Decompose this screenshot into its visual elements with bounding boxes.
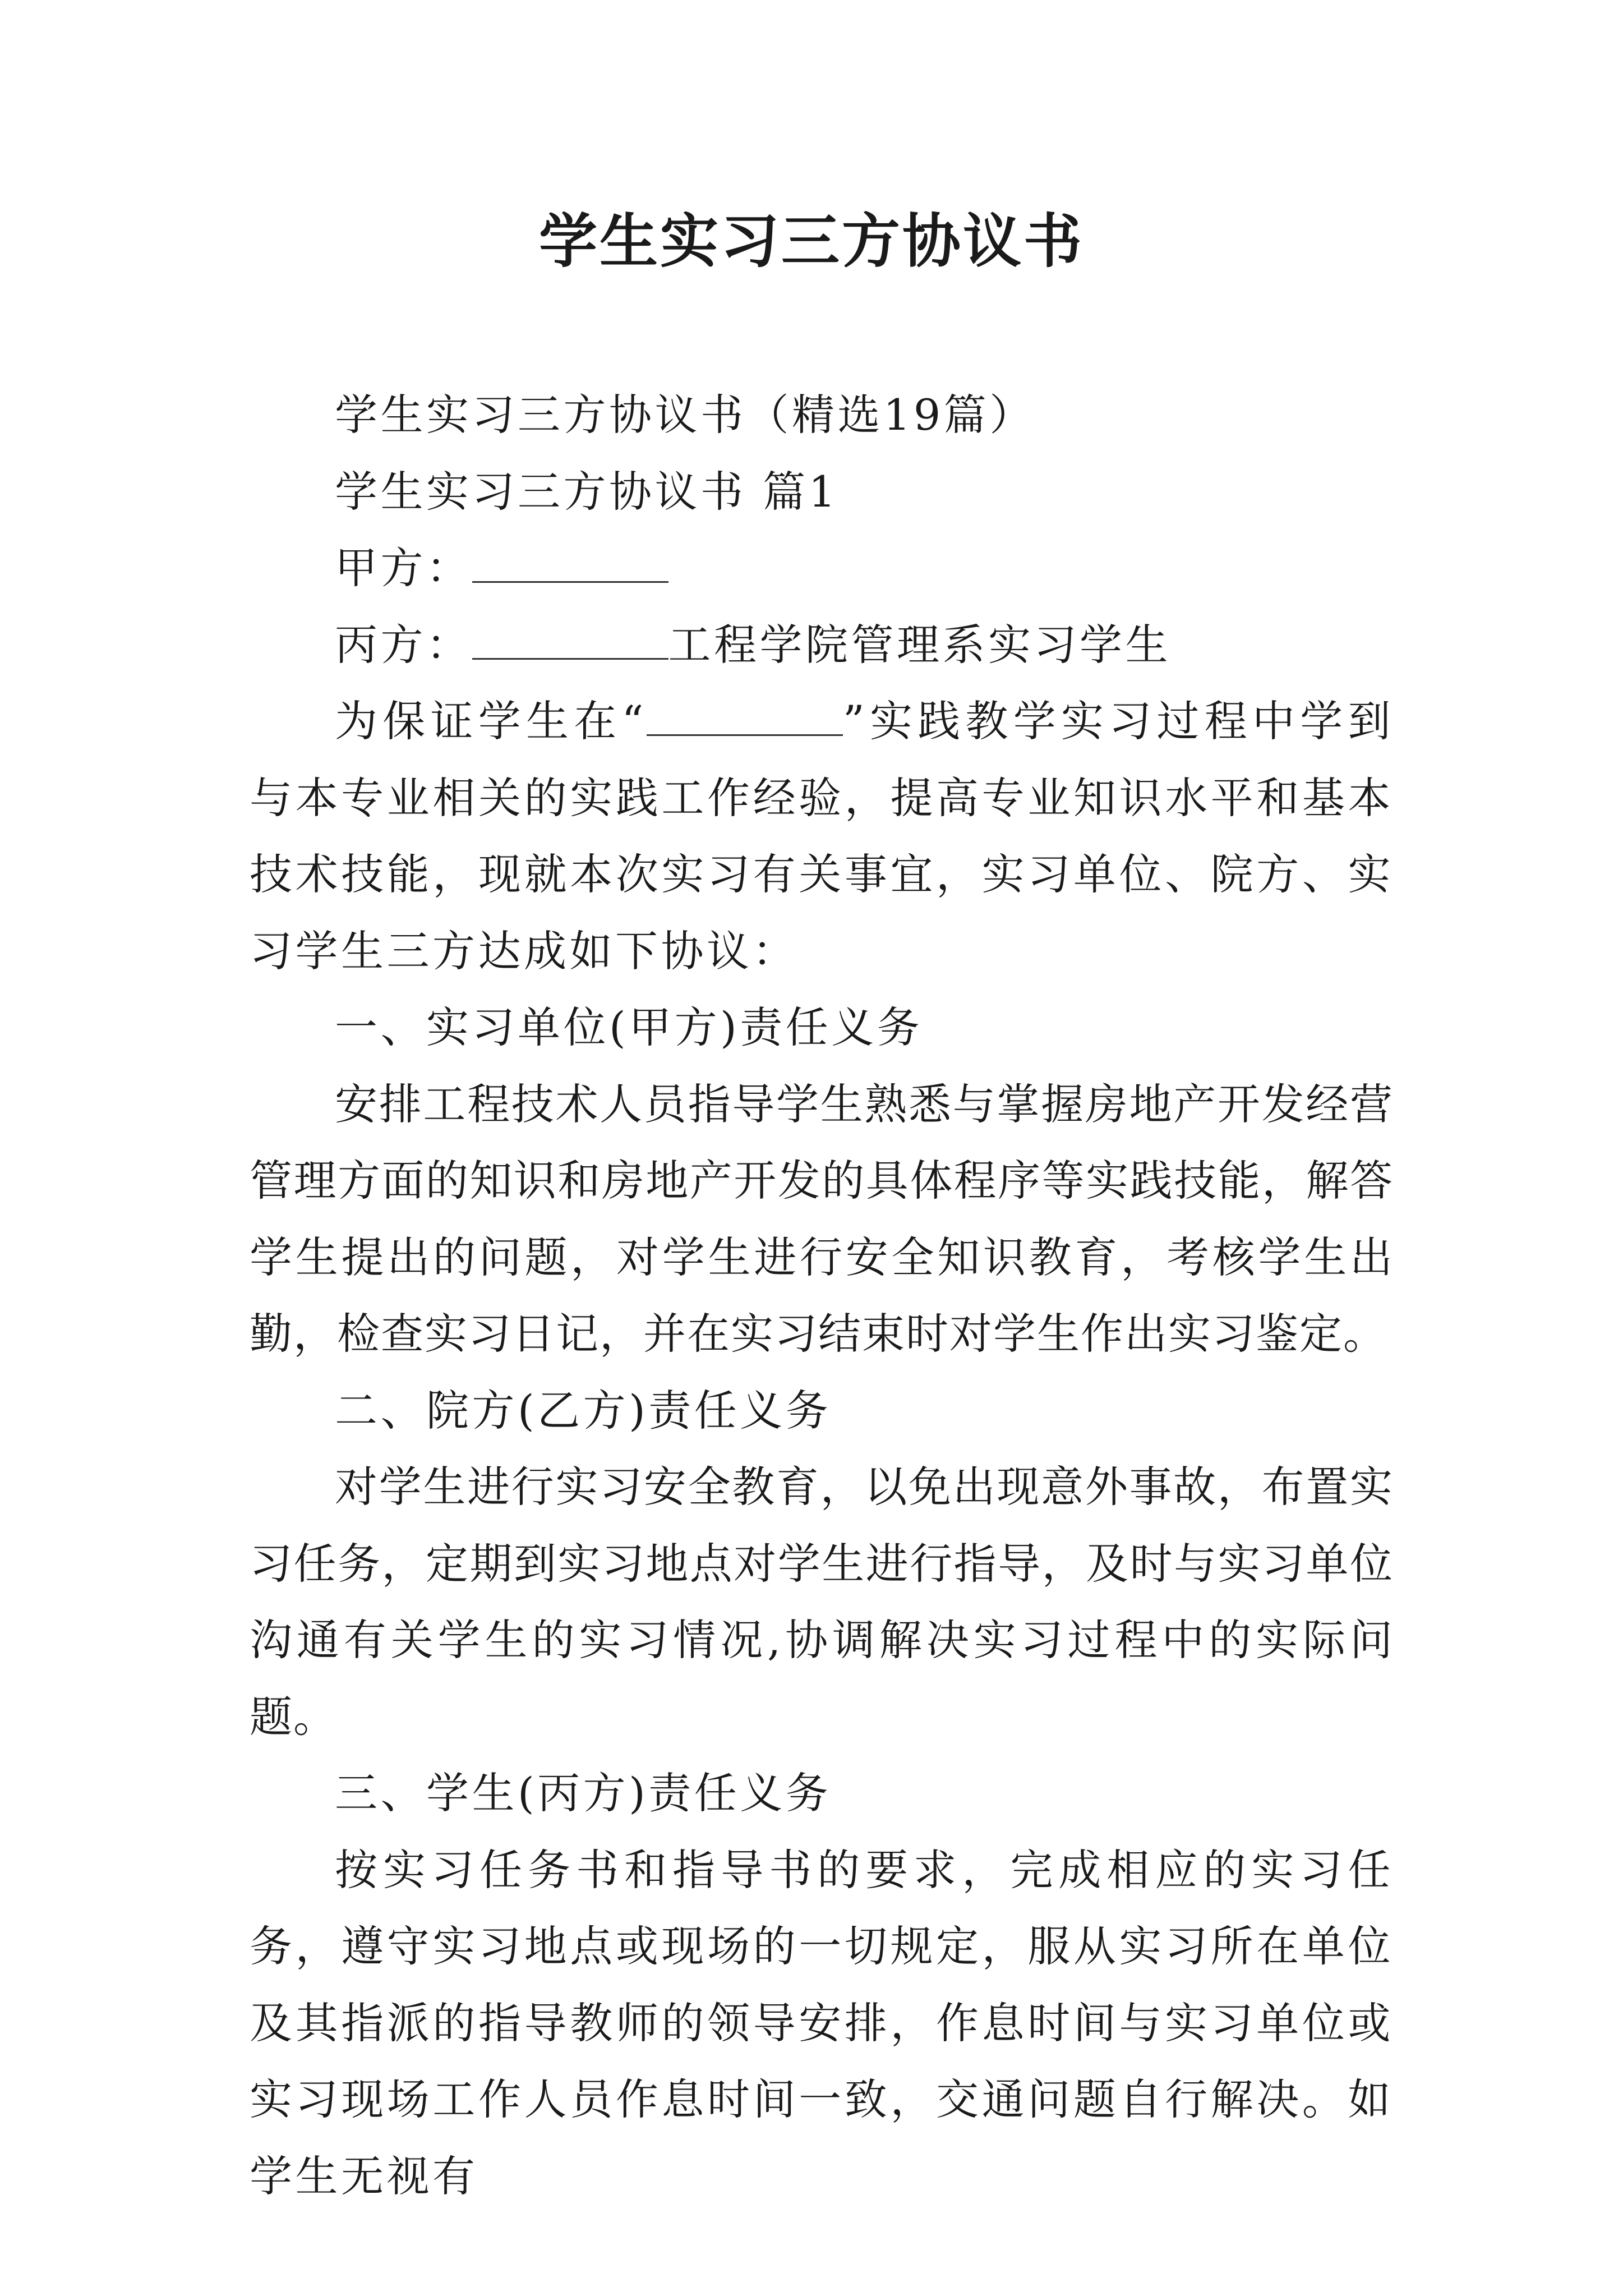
- section1-heading: 一、实习单位(甲方)责任义务: [335, 1002, 923, 1052]
- section3-body: 按实习任务书和指导书的要求，完成相应的实习任务，遵守实习地点或现场的一切规定，服从实习所在单位及其指派的指导教师的领导安排，作息时间与实习单位或实习现场工作人员作息时间一致，交通问题自行解决。如学生无视有: [250, 1844, 1394, 2201]
- party-a-blank: [472, 542, 668, 583]
- party-c-line: [250, 607, 1394, 684]
- party-a-label: 甲方：: [335, 543, 472, 593]
- party-c-label: 丙方：: [335, 619, 472, 670]
- subtitle: 学生实习三方协议书（精选19篇）: [335, 390, 1035, 440]
- party-c-blank: [472, 619, 668, 660]
- section2-heading: 二、院方(乙方)责任义务: [335, 1385, 832, 1435]
- party-a-line: [250, 530, 1394, 607]
- chapter-heading: 学生实习三方协议书 篇1: [335, 466, 839, 517]
- section1-body: 安排工程技术人员指导学生熟悉与掌握房地产开发经营管理方面的知识和房地产开发的具体程序等实践技能，解答学生提出的问题，对学生进行安全知识教育，考核学生出勤，检查实习日记，并在实习结束时对学生作出实习鉴定。: [250, 1079, 1394, 1359]
- section2-body: 对学生进行实习安全教育，以免出现意外事故，布置实习任务，定期到实习地点对学生进行指导，及时与实习单位沟通有关学生的实习情况,协调解决实习过程中的实际问题。: [250, 1462, 1394, 1742]
- section3-heading: 三、学生(丙方)责任义务: [335, 1768, 832, 1818]
- intro-blank: [647, 695, 843, 736]
- party-c-suffix: 工程学院管理系实习学生: [668, 619, 1171, 670]
- intro-prefix: 为保证学生在“: [335, 696, 647, 746]
- intro-suffix: ”实践教学实习过程中学到与本专业相关的实践工作经验，提高专业知识水平和基本技术技能，现就本次实习有关事宜，实习单位、院方、实习学生三方达成如下协议：: [250, 696, 1394, 976]
- intro-paragraph: [250, 683, 1394, 990]
- document-body: [250, 377, 1394, 2215]
- document-title: 学生实习三方协议书: [538, 206, 1084, 275]
